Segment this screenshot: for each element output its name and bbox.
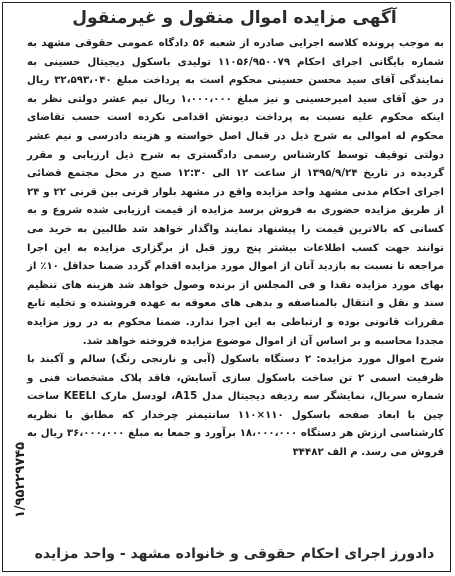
notice-title: آگهی مزایده اموال منقول و غیرمنقول <box>72 8 397 28</box>
notice-paragraph-items: شرح اموال مورد مزایده: ۲ دستگاه باسکول (آبی و نارنجی رنگ) سالم و آکبند با ظرفیت اسمی ۲ تن ساخت باسکول سازی آسایش، فاقد پلاک مشخصات فنی و شماره سریال، نمایشگر سه ردیفه دیجیتال مدل A15، لودسل مارک KEELI ساخت چین با ابعاد صفحه باسکول ۱۱۰×۱۱۰ سانتیمتر چرخدار که مطابق با نظریه کارشناسی ارزش هر دستگاه ۱۸،۰۰۰،۰۰۰ برآورد و جمعا به مبلغ ۳۶،۰۰۰،۰۰۰ ریال به فروش می رسد. م الف ۳۴۴۸۲ <box>27 354 445 459</box>
notice-side-code: ۱/۹۵۲۲۹۷۴۵ <box>13 441 28 519</box>
auction-notice <box>2 2 451 572</box>
notice-paragraph-main: به موجب پرونده کلاسه اجرایی صادره از شعبه ۵۶ دادگاه عمومی حقوقی مشهد به شماره بایگانی اجرای احکام ۱۱۰۵۶/۹۵۰۰۷۹ تولیدی باسکول دیجیتال حسینی به نمایندگی آقای سید محسن حسینی محکوم است به پرداخت مبلغ ۳۲،۵۹۳،۰۴۰ ریال در حق آقای سید امیرحسینی و نیز مبلغ ۱،۰۰۰،۰۰۰ ریال نیم عشر دولتی نظر به اینکه محکوم علیه نسبت به پرداخت دیونش اقدامی نکرده است حسب تقاضای محکوم له اموالی به شرح ذیل در قبال اصل خواسته و هزینه دادرسی و نیم عشر دولتی توقیف توسط کارشناس رسمی دادگستری به شرح ذیل ارزیابی و مقرر گردیده در تاریخ ۱۳۹۵/۹/۲۴ از ساعت ۱۲ الی ۱۲:۳۰ صبح در محل مجتمع قضائی اجرای احکام مدنی مشهد واحد مزایده واقع در مشهد بلوار قرنی بین قرنی ۲۲ و ۲۴ از طریق مزایده حضوری به فروش برسد مزایده از قیمت ارزیابی شده شروع و به کسانی که بالاترین قیمت را پیشنهاد نمایند واگذار خواهد شد طالبین به خرید می توانند جهت کسب اطلاعات بیشتر پنج روز قبل از برگزاری مزایده به این اجرا مراجعه تا نسبت به بازدید آنان از اموال مورد مزایده اقدام گردد ضمنا حداقل ۱۰٪ از بهای مورد مزایده نقدا و فی المجلس از برنده وصول خواهد شد هزینه های تنظیم سند و نقل و انتقال بالمناصفه و بدهی های معوقه به عهده فروشنده و تخلیه تابع مقررات قانونی بوده و ارتباطی به این اجرا ندارد. ضمنا محکوم به در روز مزایده مجددا محاسبه و بر اساس آن از اموال موضوع مزایده فروخته خواهد شد. <box>27 38 445 347</box>
notice-body <box>27 35 444 463</box>
notice-footer-signature: دادورز اجرای احکام حقوقی و خانواده مشهد - واحد مزایده <box>34 546 435 562</box>
